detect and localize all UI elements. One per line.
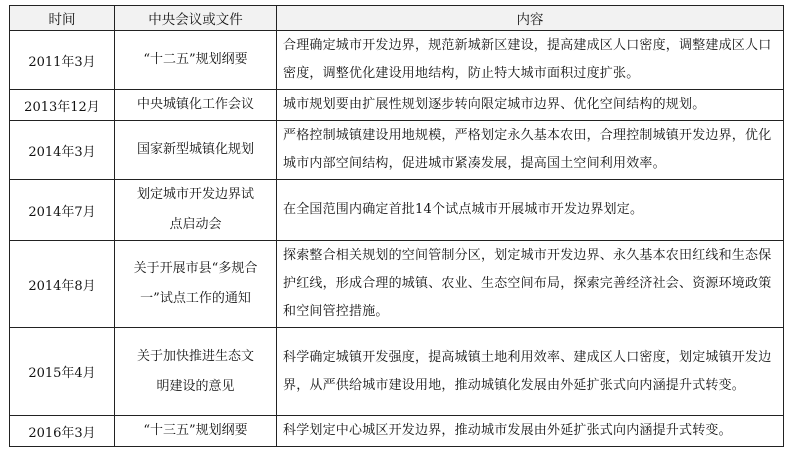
- content-cell: 在全国范围内确定首批14个试点城市开展城市开发边界划定。: [277, 180, 784, 241]
- content-cell: 严格控制城镇建设用地规模，严格划定永久基本农田，合理控制城镇开发边界，优化城市内部空间结构，促进城市紧凑发展，提高国土空间利用效率。: [277, 121, 784, 180]
- table-row: [10, 241, 784, 328]
- table-row: [10, 90, 784, 121]
- time-cell: 2013年12月: [10, 90, 115, 121]
- time-cell: 2016年3月: [10, 416, 115, 447]
- time-cell: 2011年3月: [10, 31, 115, 90]
- content-cell: 科学划定中心城区开发边界，推动城市发展由外延扩张式向内涵提升式转变。: [277, 416, 784, 447]
- table-row: [10, 328, 784, 416]
- content-cell: 探索整合相关规划的空间管制分区，划定城市开发边界、永久基本农田红线和生态保护红线，形成合理的城镇、农业、生态空间布局，探索完善经济社会、资源环境政策和空间管控措施。: [277, 241, 784, 328]
- header-document: 中央会议或文件: [115, 6, 277, 31]
- document-cell: “十二五”规划纲要: [115, 31, 277, 90]
- document-cell: 中央城镇化工作会议: [115, 90, 277, 121]
- document-cell: 划定城市开发边界试点启动会: [115, 180, 277, 241]
- table-row: [10, 416, 784, 447]
- content-cell: 科学确定城镇开发强度，提高城镇土地利用效率、建成区人口密度，划定城镇开发边界，从严供给城市建设用地，推动城镇化发展由外延扩张式向内涵提升式转变。: [277, 328, 784, 416]
- header-content: 内容: [277, 6, 784, 31]
- document-cell: “十三五”规划纲要: [115, 416, 277, 447]
- header-row: [10, 6, 784, 31]
- time-cell: 2014年8月: [10, 241, 115, 328]
- policy-table: [9, 5, 784, 447]
- document-cell: 关于加快推进生态文明建设的意见: [115, 328, 277, 416]
- content-cell: 合理确定城市开发边界，规范新城新区建设，提高建成区人口密度，调整建成区人口密度，调整优化建设用地结构，防止特大城市面积过度扩张。: [277, 31, 784, 90]
- table-row: [10, 31, 784, 90]
- table-row: [10, 121, 784, 180]
- document-cell: 国家新型城镇化规划: [115, 121, 277, 180]
- time-cell: 2014年7月: [10, 180, 115, 241]
- header-time: 时间: [10, 6, 115, 31]
- time-cell: 2015年4月: [10, 328, 115, 416]
- content-cell: 城市规划要由扩展性规划逐步转向限定城市边界、优化空间结构的规划。: [277, 90, 784, 121]
- table-row: [10, 180, 784, 241]
- document-cell: 关于开展市县“多规合一”试点工作的通知: [115, 241, 277, 328]
- time-cell: 2014年3月: [10, 121, 115, 180]
